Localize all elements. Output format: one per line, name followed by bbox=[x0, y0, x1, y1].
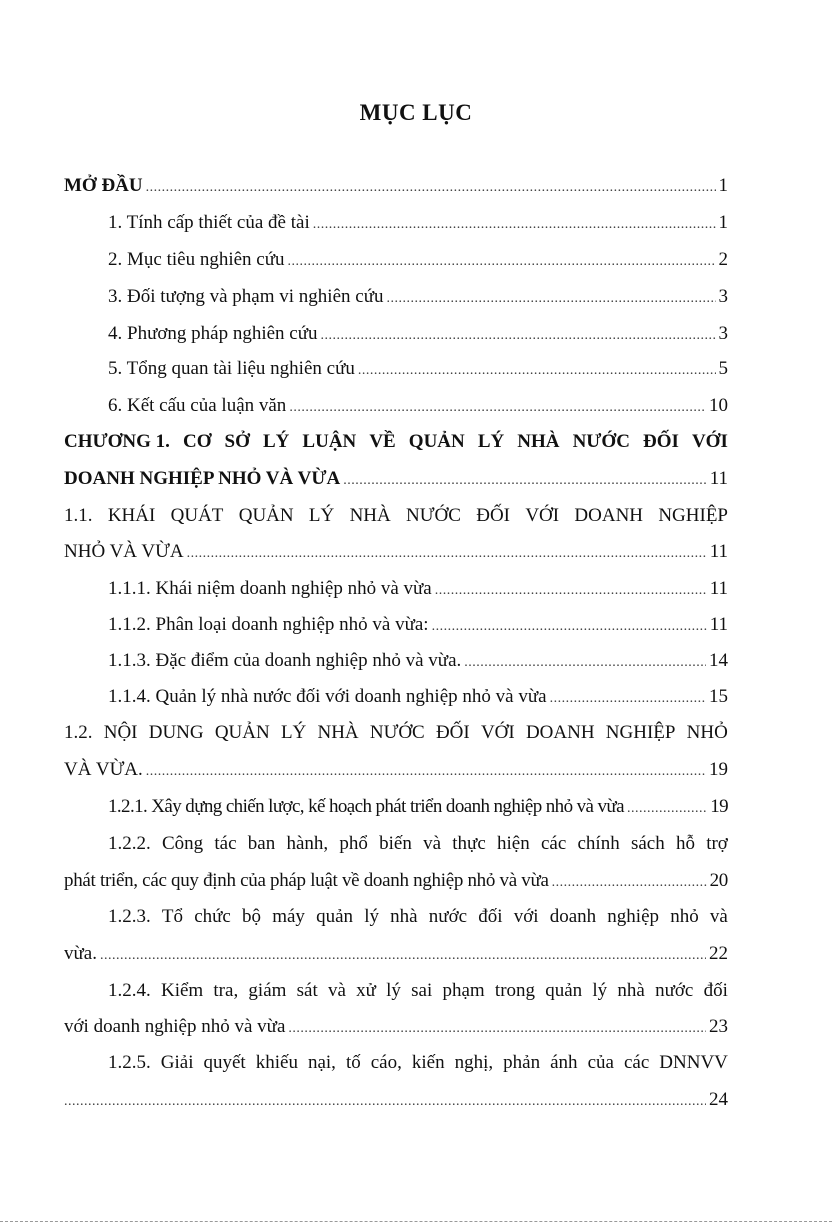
heading-word: KHÁI bbox=[107, 505, 156, 526]
heading-word: NHÀ bbox=[317, 722, 359, 743]
heading-word: NGHIỆP bbox=[658, 505, 728, 526]
toc-entry-text: 1.2.1. Xây dựng chiến lược, kế hoạch phát triển doanh nghiệp nhỏ và vừa bbox=[108, 796, 624, 817]
toc-entry bbox=[108, 682, 728, 712]
heading-word: ánh bbox=[550, 1052, 578, 1073]
heading-word: sách bbox=[630, 833, 665, 854]
toc-entry bbox=[108, 282, 728, 312]
toc-entry-page: 11 bbox=[709, 541, 728, 562]
dot-leader bbox=[100, 941, 706, 971]
heading-word: nại, bbox=[307, 1052, 336, 1073]
toc-entry bbox=[64, 939, 728, 969]
heading-word: nhà bbox=[617, 980, 645, 1001]
toc-entry bbox=[64, 866, 728, 896]
heading-word: NGHIỆP bbox=[605, 722, 676, 743]
dot-leader bbox=[289, 393, 706, 423]
heading-word: quản bbox=[316, 906, 354, 927]
chapter-heading-line1 bbox=[64, 427, 728, 457]
toc-entry-text: 6. Kết cấu của luận văn bbox=[108, 395, 287, 416]
toc-entry bbox=[108, 208, 728, 238]
toc-entry bbox=[108, 646, 728, 676]
heading-word: LUẬN bbox=[302, 431, 357, 452]
heading-word: Công bbox=[161, 833, 204, 854]
toc-entry-line1 bbox=[108, 902, 728, 932]
heading-word: kiến bbox=[411, 1052, 445, 1073]
heading-word: và bbox=[709, 906, 728, 927]
toc-entry bbox=[108, 354, 728, 384]
heading-word: 1.2.4. bbox=[108, 980, 151, 1001]
heading-word: khiếu bbox=[255, 1052, 298, 1073]
dot-leader bbox=[146, 757, 706, 787]
heading-word: trợ bbox=[706, 833, 728, 854]
toc-entry-page: 11 bbox=[709, 468, 728, 489]
dot-leader bbox=[552, 868, 707, 898]
heading-word: quyết bbox=[203, 1052, 246, 1073]
toc-entry-mo-dau bbox=[64, 171, 728, 201]
toc-entry bbox=[108, 391, 728, 421]
heading-word: doanh bbox=[549, 906, 597, 927]
dot-leader bbox=[288, 1014, 706, 1044]
toc-entry-line1 bbox=[108, 829, 728, 859]
heading-word: VỚI bbox=[691, 431, 728, 452]
dot-leader bbox=[627, 794, 707, 824]
heading-word: biến bbox=[379, 833, 412, 854]
page-edge-line bbox=[0, 1221, 832, 1222]
heading-word: lý bbox=[386, 980, 401, 1001]
heading-word: hỗ bbox=[675, 833, 695, 854]
toc-entry bbox=[64, 1085, 728, 1115]
heading-word: tra, bbox=[213, 980, 239, 1001]
heading-word: bộ bbox=[242, 906, 262, 927]
heading-word: LÝ bbox=[280, 722, 307, 743]
toc-entry-text: 1.1.3. Đặc điểm của doanh nghiệp nhỏ và vừa. bbox=[108, 650, 462, 671]
heading-word: 1.1. bbox=[64, 505, 93, 526]
heading-word: LÝ bbox=[308, 505, 335, 526]
heading-word: lý bbox=[592, 980, 608, 1001]
heading-word: lý bbox=[364, 906, 379, 927]
toc-entry-page: 11 bbox=[709, 578, 728, 599]
dot-leader bbox=[321, 321, 716, 351]
toc-entry bbox=[108, 610, 728, 640]
toc-entry-page: 10 bbox=[709, 395, 728, 416]
heading-word: VỚI bbox=[525, 505, 560, 526]
heading-word: CƠ bbox=[182, 431, 212, 452]
heading-word: DUNG bbox=[148, 722, 204, 743]
toc-entry-text: 1.1.1. Khái niệm doanh nghiệp nhỏ và vừa bbox=[108, 578, 432, 599]
heading-word: QUẢN bbox=[238, 505, 294, 526]
toc-entry-section-1-1 bbox=[64, 537, 728, 567]
heading-word: sai bbox=[411, 980, 433, 1001]
heading-word: NHÀ bbox=[349, 505, 391, 526]
toc-entry-text: NHỎ VÀ VỪA bbox=[64, 541, 184, 562]
toc-entry-page: 5 bbox=[718, 358, 728, 379]
toc-entry-page: 20 bbox=[709, 870, 728, 891]
toc-entry-text: VÀ VỪA. bbox=[64, 759, 143, 780]
dot-leader bbox=[288, 247, 716, 277]
toc-entry-text: 3. Đối tượng và phạm vi nghiên cứu bbox=[108, 286, 384, 307]
toc-entry-chapter-1 bbox=[64, 464, 728, 494]
heading-word: các bbox=[623, 1052, 650, 1073]
heading-word: quản bbox=[545, 980, 583, 1001]
heading-word: phản bbox=[503, 1052, 541, 1073]
heading-word: trong bbox=[494, 980, 536, 1001]
heading-word: DNNVV bbox=[659, 1052, 728, 1073]
heading-word: máy bbox=[272, 906, 305, 927]
heading-word: nước bbox=[655, 980, 694, 1001]
heading-word: ĐỐI bbox=[476, 505, 510, 526]
toc-entry-page: 15 bbox=[709, 686, 728, 707]
heading-word: và bbox=[423, 833, 442, 854]
dot-leader bbox=[550, 684, 706, 714]
toc-entry bbox=[64, 1012, 728, 1042]
heading-word: nhà bbox=[390, 906, 418, 927]
heading-word: phổ bbox=[339, 833, 368, 854]
heading-word: DOANH bbox=[525, 722, 595, 743]
heading-word: ban bbox=[247, 833, 276, 854]
dot-leader bbox=[64, 1087, 706, 1117]
dot-leader bbox=[387, 284, 716, 314]
toc-entry bbox=[108, 792, 728, 822]
heading-word: NƯỚC bbox=[572, 431, 630, 452]
heading-word: QUẢN bbox=[214, 722, 270, 743]
heading-word: ĐỐI bbox=[435, 722, 470, 743]
toc-entry-line1 bbox=[108, 976, 728, 1006]
heading-word: nghị, bbox=[454, 1052, 494, 1073]
heading-word: tác bbox=[214, 833, 237, 854]
heading-word: các bbox=[540, 833, 567, 854]
heading-word: hiện bbox=[497, 833, 530, 854]
heading-word: NƯỚC bbox=[406, 505, 461, 526]
toc-entry-page: 19 bbox=[710, 796, 728, 817]
toc-entry-text: phát triển, các quy định của pháp luật về doanh nghiệp nhỏ và vừa bbox=[64, 870, 549, 891]
toc-entry-text: 1.1.4. Quản lý nhà nước đối với doanh nghiệp nhỏ và vừa bbox=[108, 686, 547, 707]
page-title: MỤC LỤC bbox=[359, 100, 473, 125]
heading-word: và bbox=[327, 980, 346, 1001]
heading-word: hành, bbox=[286, 833, 329, 854]
heading-word: VỀ bbox=[369, 431, 396, 452]
dot-leader bbox=[343, 466, 706, 496]
dot-leader bbox=[358, 356, 716, 386]
toc-entry-text: 2. Mục tiêu nghiên cứu bbox=[108, 249, 285, 270]
heading-word: ĐỐI bbox=[642, 431, 679, 452]
heading-word: thực bbox=[452, 833, 486, 854]
toc-entry-text: vừa. bbox=[64, 943, 97, 964]
heading-word: Giải bbox=[160, 1052, 194, 1073]
toc-entry bbox=[108, 245, 728, 275]
toc-entry bbox=[108, 319, 728, 349]
toc-entry-text: MỞ ĐẦU bbox=[64, 175, 143, 196]
toc-entry bbox=[108, 574, 728, 604]
heading-word: của bbox=[587, 1052, 614, 1073]
heading-word: NHỎ bbox=[686, 722, 728, 743]
toc-entry-page: 1 bbox=[718, 212, 728, 233]
heading-word: DOANH bbox=[574, 505, 644, 526]
heading-word: sát bbox=[296, 980, 318, 1001]
heading-word: QUẢN bbox=[408, 431, 465, 452]
heading-word: LÝ bbox=[262, 431, 290, 452]
toc-entry-page: 23 bbox=[709, 1016, 728, 1037]
toc-entry-page: 1 bbox=[718, 175, 728, 196]
dot-leader bbox=[464, 648, 706, 678]
toc-entry-page: 3 bbox=[718, 323, 728, 344]
toc-entry-page: 14 bbox=[709, 650, 728, 671]
toc-entry-page: 11 bbox=[709, 614, 728, 635]
heading-word: đối bbox=[478, 906, 503, 927]
heading-word: 1.2.3. bbox=[108, 906, 151, 927]
heading-word: chính bbox=[577, 833, 620, 854]
heading-word: với bbox=[513, 906, 539, 927]
heading-word: QUÁT bbox=[170, 505, 224, 526]
toc-entry-text: 4. Phương pháp nghiên cứu bbox=[108, 323, 318, 344]
toc-entry-page: 22 bbox=[709, 943, 728, 964]
heading-word: Tổ bbox=[161, 906, 184, 927]
toc-entry-page: 2 bbox=[718, 249, 728, 270]
heading-word: phạm bbox=[442, 980, 485, 1001]
heading-word: LÝ bbox=[477, 431, 505, 452]
toc-entry-section-1-2 bbox=[64, 755, 728, 785]
dot-leader bbox=[187, 539, 707, 569]
dot-leader bbox=[313, 210, 716, 240]
section-heading-line1 bbox=[64, 718, 728, 748]
section-heading-line1 bbox=[64, 501, 728, 531]
heading-word: 1.2.2. bbox=[108, 833, 151, 854]
toc-entry-page: 24 bbox=[709, 1089, 728, 1110]
toc-entry-page: 3 bbox=[718, 286, 728, 307]
heading-word: NHÀ bbox=[517, 431, 560, 452]
heading-word: nhỏ bbox=[670, 906, 699, 927]
toc-entry-page: 19 bbox=[709, 759, 728, 780]
toc-entry-text: 1. Tính cấp thiết của đề tài bbox=[108, 212, 310, 233]
heading-word: VỚI bbox=[480, 722, 515, 743]
heading-word: xử bbox=[356, 980, 376, 1001]
heading-word: nghiệp bbox=[607, 906, 660, 927]
toc-entry-text: với doanh nghiệp nhỏ và vừa bbox=[64, 1016, 286, 1037]
dot-leader bbox=[432, 612, 707, 642]
heading-word: tố bbox=[345, 1052, 361, 1073]
heading-word: SỞ bbox=[224, 431, 250, 452]
dot-leader bbox=[435, 576, 707, 606]
dot-leader bbox=[146, 173, 716, 203]
toc-entry-text: 5. Tổng quan tài liệu nghiên cứu bbox=[108, 358, 355, 379]
heading-word: NƯỚC bbox=[369, 722, 425, 743]
heading-word: 1.2.5. bbox=[108, 1052, 151, 1073]
heading-word: 1.2. bbox=[64, 722, 93, 743]
heading-word: chức bbox=[194, 906, 231, 927]
toc-entry-text: 1.1.2. Phân loại doanh nghiệp nhỏ và vừa: bbox=[108, 614, 429, 635]
heading-word: NỘI bbox=[103, 722, 138, 743]
heading-word: cáo, bbox=[370, 1052, 402, 1073]
toc-entry-line1 bbox=[108, 1048, 728, 1078]
heading-word: CHƯƠNG 1. bbox=[64, 431, 170, 452]
heading-word: giám bbox=[248, 980, 287, 1001]
heading-word: đối bbox=[703, 980, 728, 1001]
heading-word: nước bbox=[428, 906, 468, 927]
toc-entry-text: DOANH NGHIỆP NHỎ VÀ VỪA bbox=[64, 468, 341, 489]
heading-word: Kiểm bbox=[160, 980, 204, 1001]
